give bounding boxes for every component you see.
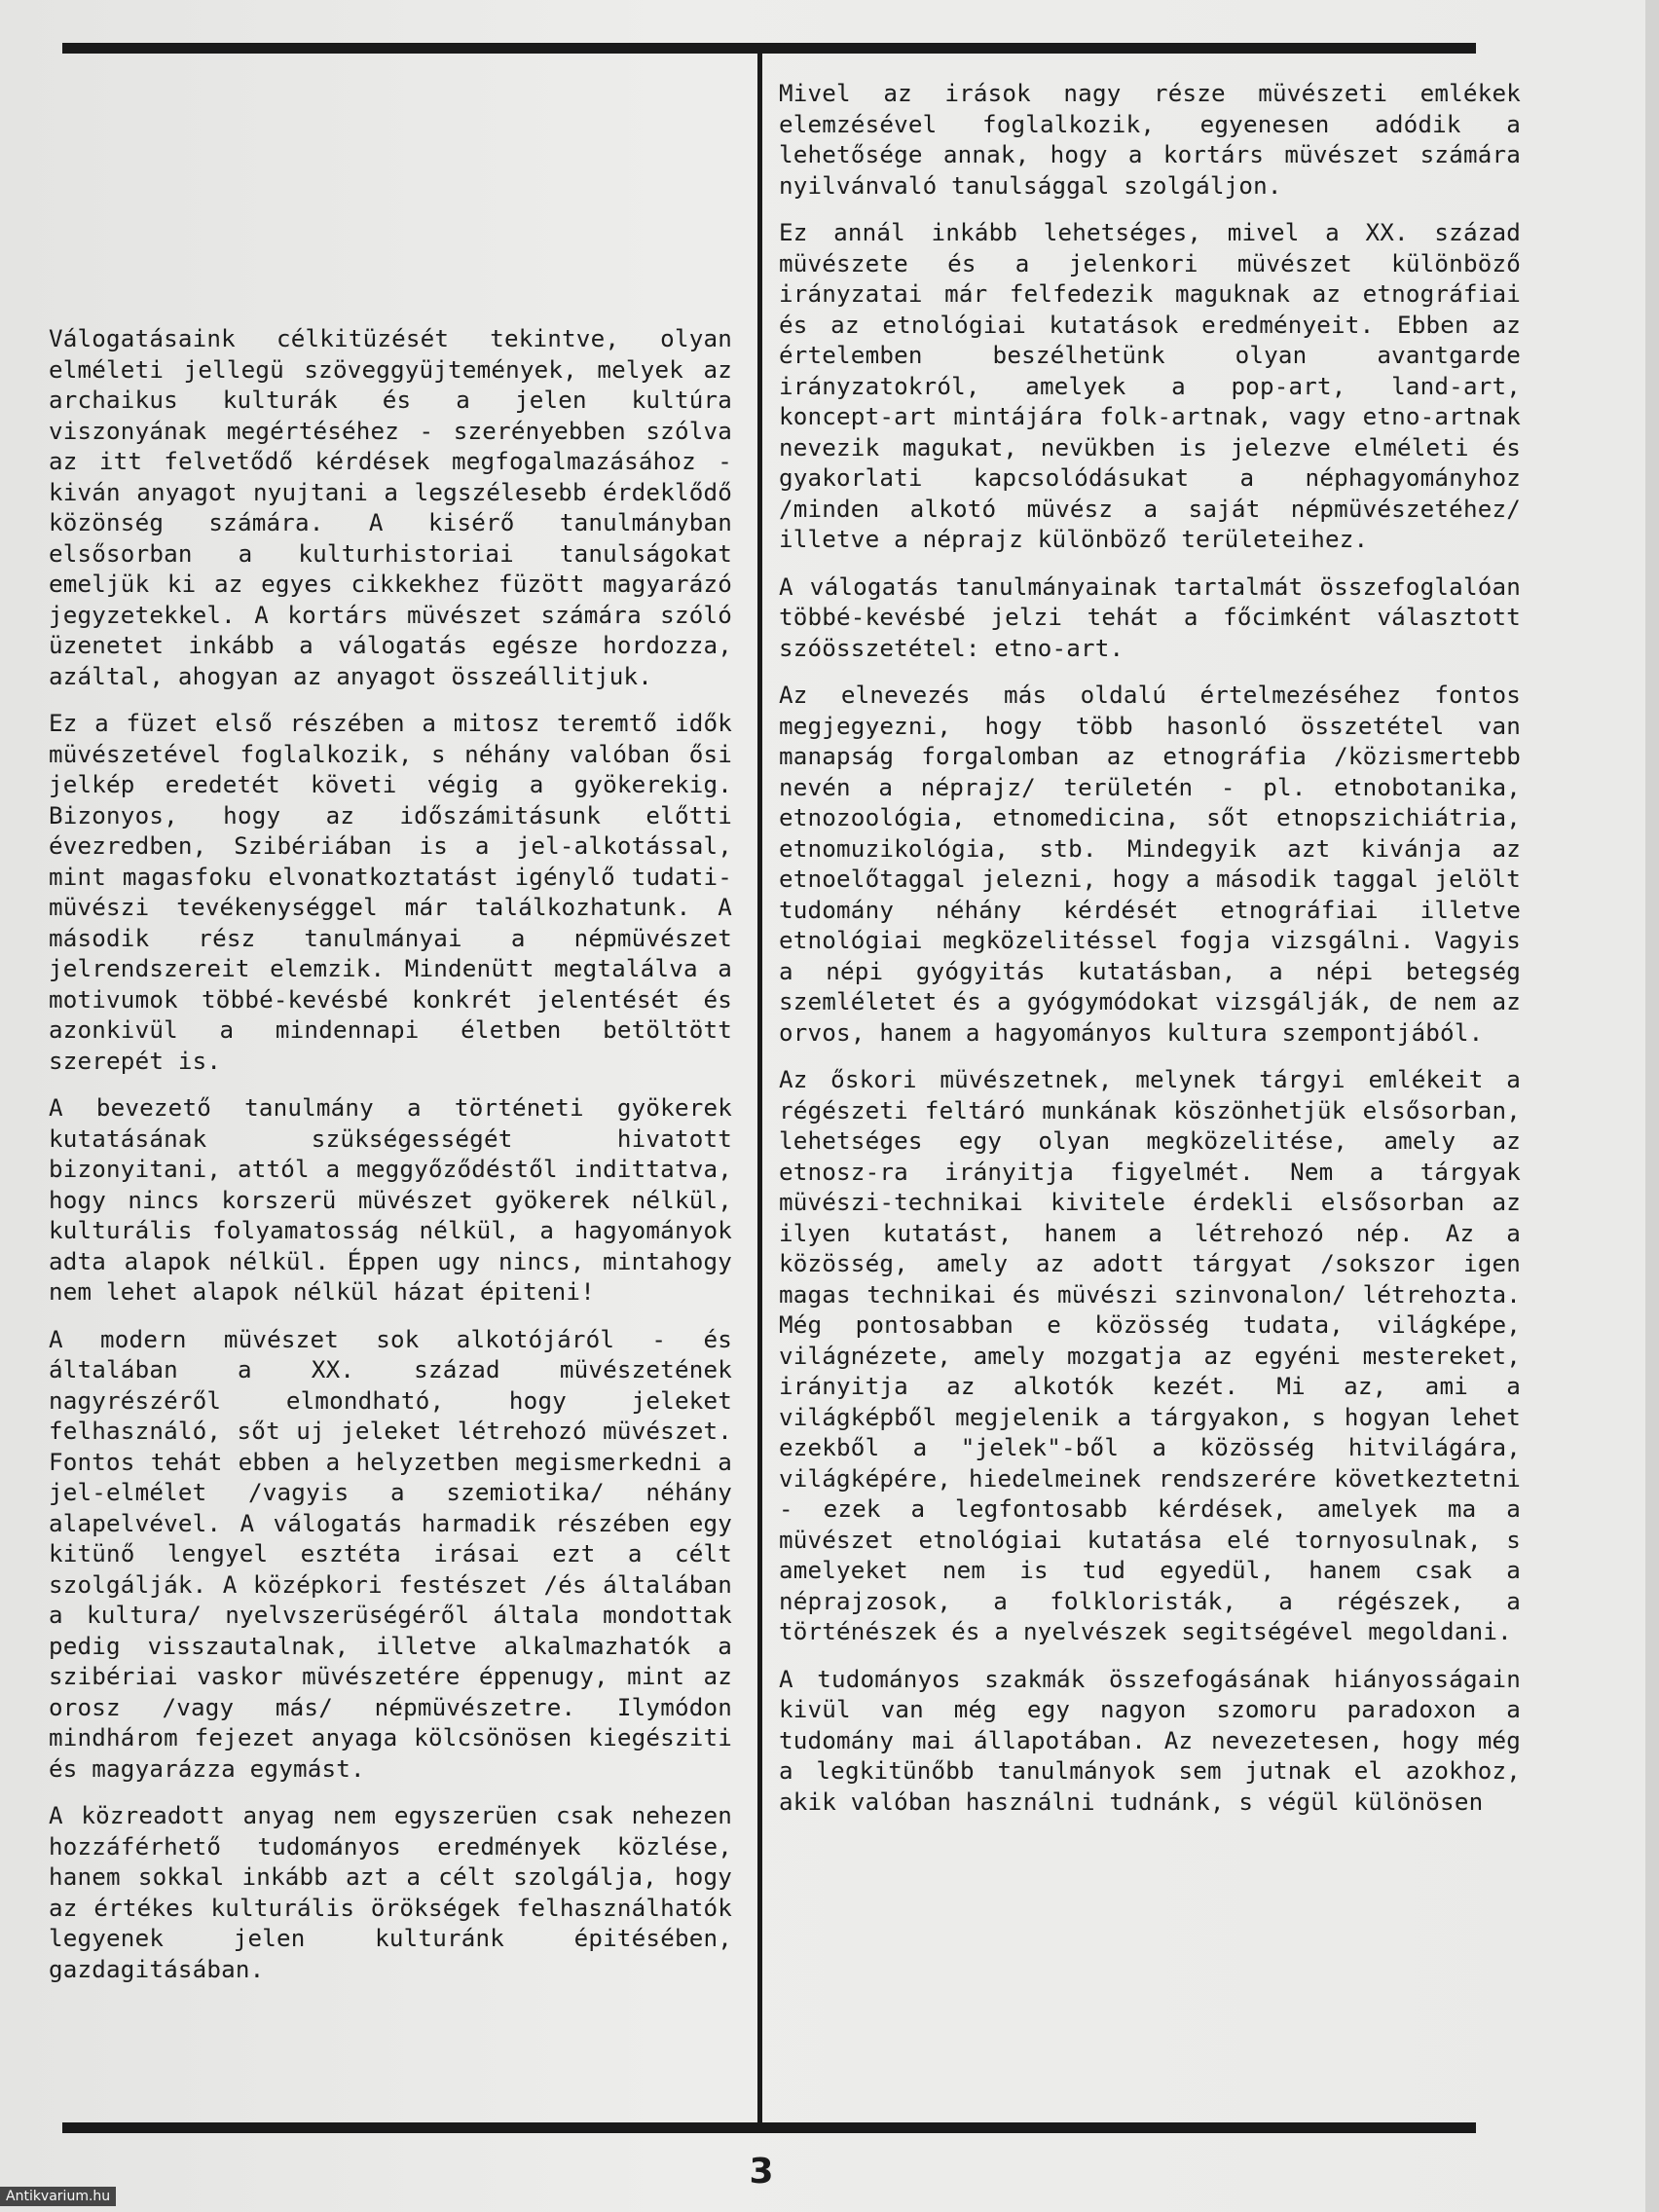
page-number: 3 bbox=[749, 2152, 774, 2192]
paragraph: Az őskori müvészetnek, melynek tárgyi emlékeit a régészeti feltáró munkának köszönhetjük elsősorban, lehetséges egy olyan megközelitése, amely az etnosz-ra irányitja figyelmét. Nem a tárgyak müvészi-technikai kivitele érdekli elsősorban az ilyen kutatást, hanem a létrehozó nép. Az a közösség, amely az adott tárgyat /sokszor igen magas technikai és müvészi szinvonalon/ létrehozta. Még pontosabban e közösség tudata, világképe, világnézete, amely mozgatja az egyéni mestereket, irányitja az alkotók kezét. Mi az, ami a világképből megjelenik a tárgyakon, s hogyan lehet ezekből a "jelek"-ből a közösség hitvilágára, világképére, hiedelmeinek rendszerére következtetni - ezek a legfontosabb kérdések, amelyek ma a müvészet etnológiai kutatása elé tornyosulnak, s amelyeket nem is tud egyedül, hanem csak a néprajzosok, a folkloristák, a régészek, a történészek és a nyelvészek segitségével megoldani. bbox=[779, 1066, 1521, 1645]
page-edge bbox=[1645, 0, 1659, 2212]
paragraph: Ez a füzet első részében a mitosz teremtő idők müvészetével foglalkozik, s néhány valóban ősi jelkép eredetét követi végig a gyökerekig. Bizonyos, hogy az időszámitásunk előtti évezredben, Szibériában is a jel-alkotással, mint magasfoku elvonatkoztatást igénylő tudati-müvészi tevékenységgel már találkozhatunk. A második rész tanulmányai a népmüvészet jelrendszereit elemzik. Mindenütt megtalálva a motivumok többé-kevésbé konkrét jelentését és azonkivül a mindennapi életben betöltött szerepét is. bbox=[49, 710, 732, 1075]
paragraph: A válogatás tanulmányainak tartalmát összefoglalóan többé-kevésbé jelzi tehát a főcimként választott szóösszetétel: etno-art. bbox=[779, 572, 1521, 662]
paragraph: A modern müvészet sok alkotójáról - és általában a XX. század müvészetének nagyrészéről elmondható, hogy jeleket felhasználó, sőt uj jeleket létrehozó müvészet. Fontos tehát ebben a helyzetben megismerkedni a jel-elmélet /vagyis a szemiotika/ néhány alapelvével. A válogatás harmadik részében egy kitünő lengyel esztéta irásai ezt a célt szolgálják. A középkori festészet /és általában a kultura/ nyelvszerüségéről általa mondottak pedig visszautalnak, illetve alkalmazhatók a szibériai vaskor müvészetére éppenugy, mint az orosz /vagy más/ népmüvészetre. Ilymódon mindhárom fejezet anyaga kölcsönösen kiegésziti és magyarázza egymást. bbox=[49, 1325, 732, 1783]
paragraph: A bevezető tanulmány a történeti gyökerek kutatásának szükségességét hivatott bizonyitani, attól a meggyőződéstől indittatva, hogy nincs korszerü müvészet gyökerek nélkül, kulturális folyamatosság nélkül, a hagyományok adta alapok nélkül. Éppen ugy nincs, mintahogy nem lehet alapok nélkül házat épiteni! bbox=[49, 1094, 732, 1306]
paragraph: Válogatásaink célkitüzését tekintve, olyan elméleti jellegü szöveggyüjtemények, melyek az archaikus kulturák és a jelen kultúra viszonyának megértéséhez - szerényebben szólva az itt felvetődő kérdések megfogalmazásához - kiván anyagot nyujtani a legszélesebb érdeklődő közönség számára. A kisérő tanulmányban elsősorban a kulturhistoriai tanulságokat emeljük ki az egyes cikkekhez füzött magyarázó jegyzetekkel. A kortárs müvészet számára szóló üzenetet inkább a válogatás egésze hordozza, azáltal, ahogyan az anyagot összeállitjuk. bbox=[49, 325, 732, 690]
left-column bbox=[49, 324, 732, 2002]
paragraph: Ez annál inkább lehetséges, mivel a XX. század müvészete és a jelenkori müvészet különböző irányzatai már felfedezik maguknak az etnográfiai és az etnológiai kutatások eredményeit. Ebben az értelemben beszélhetünk olyan avantgarde irányzatokról, amelyek a pop-art, land-art, koncept-art mintájára folk-artnak, vagy etno-artnak nevezik magukat, nevükben is jelezve elméleti és gyakorlati kapcsolódásukat a néphagyományhoz /minden alkotó müvész a saját népmüvészetéhez/ illetve a néprajz különböző területeihez. bbox=[779, 219, 1521, 553]
paragraph: Mivel az irások nagy része müvészeti emlékek elemzésével foglalkozik, egyenesen adódik a lehetősége annak, hogy a kortárs müvészet számára nyilvánvaló tanulsággal szolgáljon. bbox=[779, 80, 1521, 200]
paragraph: Az elnevezés más oldalú értelmezéséhez fontos megjegyezni, hogy több hasonló összetétel van manapság forgalomban az etnográfia /közismertebb nevén a néprajz/ területén - pl. etnobotanika, etnozoológia, etnomedicina, sőt etnopszichiátria, etnomuzikológia, stb. Mindegyik azt kivánja az etnoelőtaggal jelezni, hogy a második taggal jelölt tudomány néhány kérdését etnográfiai illetve etnológiai megközelitéssel fogja vizsgálni. Vagyis a népi gyógyitás kutatásban, a népi betegség szemléletet és a gyógymódokat vizsgálják, de nem az orvos, hanem a hagyományos kultura szempontjából. bbox=[779, 682, 1521, 1047]
top-rule bbox=[62, 43, 1476, 54]
paragraph: A tudományos szakmák összefogásának hiányosságain kivül van még egy nagyon szomoru paradoxon a tudomány mai állapotában. Az nevezetesen, hogy még a legkitünőbb tanulmányok sem jutnak el azokhoz, akik valóban használni tudnánk, s végül különösen bbox=[779, 1665, 1521, 1816]
paragraph: A közreadott anyag nem egyszerüen csak nehezen hozzáférhető tudományos eredmények közlése, hanem sokkal inkább azt a célt szolgálja, hogy az értékes kulturális örökségek felhasználhatók legyenek jelen kulturánk épitésében, gazdagitásában. bbox=[49, 1802, 732, 1983]
watermark: Antikvarium.hu bbox=[0, 2187, 116, 2206]
bottom-rule bbox=[62, 2122, 1476, 2133]
column-divider bbox=[757, 49, 762, 2132]
right-column bbox=[779, 79, 1521, 1834]
